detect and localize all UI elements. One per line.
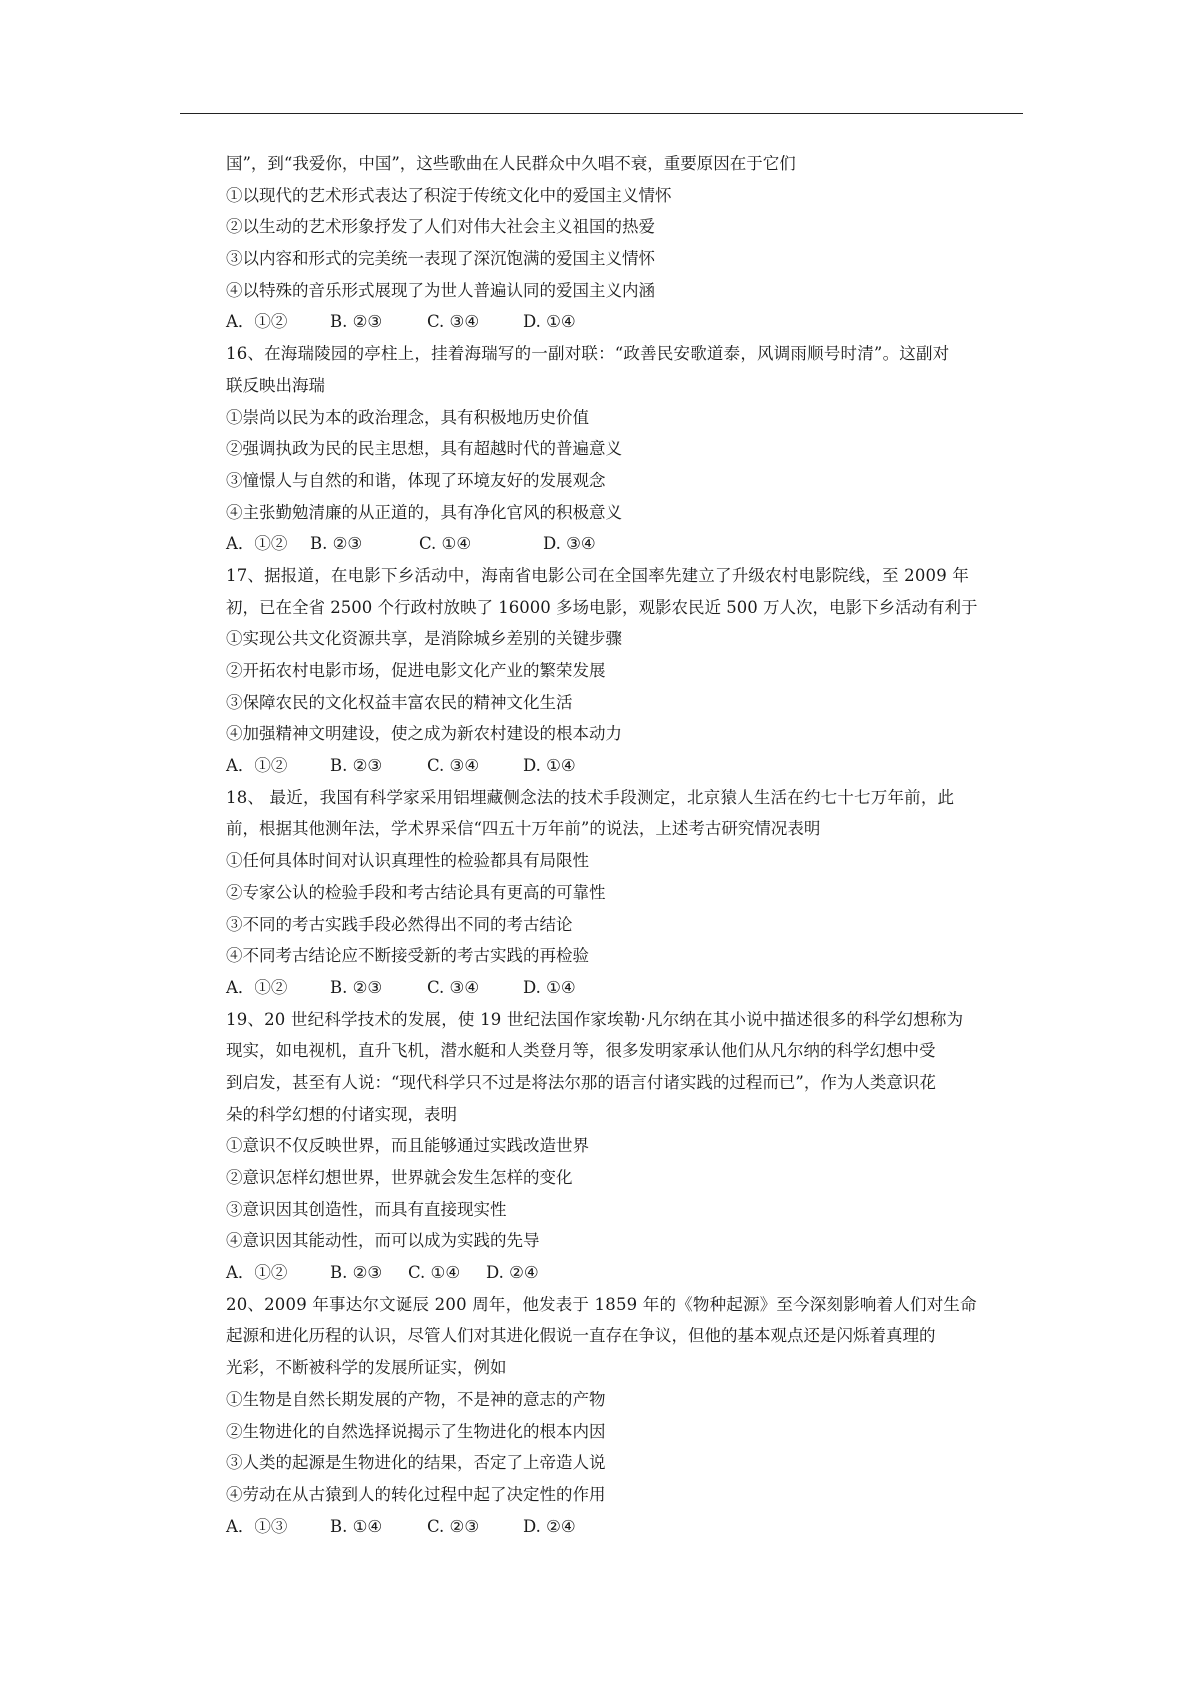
choice-b: B. ②③ [330, 1263, 383, 1283]
option-2: ②专家公认的检验手段和考古结论具有更高的可靠性 [226, 882, 606, 902]
option-1: ①生物是自然长期发展的产物，不是神的意志的产物 [226, 1389, 606, 1409]
answer-choices [226, 306, 1026, 338]
answer-choices [226, 972, 1026, 1004]
option-3: ③意识因其创造性，而具有直接现实性 [226, 1199, 507, 1219]
option-3: ③人类的起源是生物进化的结果，否定了上帝造人说 [226, 1453, 606, 1473]
option-1: ①意识不仅反映世界，而且能够通过实践改造世界 [226, 1136, 589, 1156]
choice-c: C. ③④ [427, 756, 480, 776]
choice-d: D. ①④ [523, 312, 576, 332]
question-text: 16、在海瑞陵园的亭柱上，挂着海瑞写的一副对联：“政善民安歌道泰，风调雨顺号时清”。这副对 [226, 344, 950, 364]
option-4: ④以特殊的音乐形式展现了为世人普遍认同的爱国主义内涵 [226, 280, 655, 300]
answer-choices [226, 528, 1026, 560]
answer-choices [226, 750, 1026, 782]
option-1: ①以现代的艺术形式表达了积淀于传统文化中的爱国主义情怀 [226, 185, 672, 205]
question-text: 前，根据其他测年法，学术界采信“四五十万年前”的说法，上述考古研究情况表明 [226, 819, 821, 839]
question-text: 20、2009 年事达尔文诞辰 200 周年，他发表于 1859 年的《物种起源》至今深刻影响着人们对生命 [226, 1294, 977, 1314]
answer-choices [226, 1257, 1026, 1289]
option-4: ④加强精神文明建设，使之成为新农村建设的根本动力 [226, 724, 622, 744]
option-2: ②强调执政为民的民主思想，具有超越时代的普遍意义 [226, 439, 622, 459]
choice-d: D. ①④ [523, 756, 576, 776]
choice-a: A．①③ [226, 1516, 288, 1536]
question-text: 起源和进化历程的认识，尽管人们对其进化假说一直存在争议，但他的基本观点还是闪烁着真理的 [226, 1326, 936, 1346]
option-4: ④主张勤勉清廉的从正道的，具有净化官风的积极意义 [226, 502, 622, 522]
option-2: ②生物进化的自然选择说揭示了生物进化的根本内因 [226, 1421, 606, 1441]
choice-b: B. ①④ [330, 1516, 383, 1536]
option-4: ④劳动在从古猿到人的转化过程中起了决定性的作用 [226, 1484, 606, 1504]
question-18 [226, 782, 1026, 1004]
choice-d: D. ①④ [523, 977, 576, 997]
choice-d: D. ②④ [486, 1263, 539, 1283]
exam-content [226, 148, 1026, 1542]
question-text: 朵的科学幻想的付诸实现，表明 [226, 1104, 457, 1124]
header-rule [180, 113, 1023, 114]
choice-b: B. ②③ [330, 756, 383, 776]
choice-c: C. ②③ [427, 1516, 480, 1536]
choice-a: A．①② [226, 534, 288, 554]
question-20 [226, 1289, 1026, 1543]
choice-c: C. ③④ [427, 312, 480, 332]
question-text: 初，已在全省 2500 个行政村放映了 16000 多场电影，观影农民近 500 万人次，电影下乡活动有利于 [226, 597, 978, 617]
choice-d: D. ②④ [523, 1516, 576, 1536]
question-text: 17、据报道，在电影下乡活动中，海南省电影公司在全国率先建立了升级农村电影院线，至 2009 年 [226, 565, 970, 585]
question-text: 19、20 世纪科学技术的发展，使 19 世纪法国作家埃勒·凡尔纳在其小说中描述很多的科学幻想称为 [226, 1009, 964, 1029]
question-text: 现实，如电视机，直升飞机，潜水艇和人类登月等，很多发明家承认他们从凡尔纳的科学幻想中受 [226, 1041, 936, 1061]
option-2: ②意识怎样幻想世界，世界就会发生怎样的变化 [226, 1168, 573, 1187]
choice-d: D. ③④ [543, 534, 596, 554]
question-17 [226, 560, 1026, 782]
choice-c: C. ①④ [419, 534, 472, 554]
option-3: ③保障农民的文化权益丰富农民的精神文化生活 [226, 692, 573, 712]
question-text: 联反映出海瑞 [226, 375, 325, 395]
choice-b: B. ②③ [330, 977, 383, 997]
option-1: ①崇尚以民为本的政治理念，具有积极地历史价值 [226, 407, 589, 427]
option-3: ③以内容和形式的完美统一表现了深沉饱满的爱国主义情怀 [226, 249, 655, 269]
choice-a: A．①② [226, 312, 288, 332]
option-2: ②以生动的艺术形象抒发了人们对伟大社会主义祖国的热爱 [226, 217, 655, 237]
option-4: ④意识因其能动性，而可以成为实践的先导 [226, 1231, 540, 1251]
question-19 [226, 1004, 1026, 1289]
question-16 [226, 338, 1026, 560]
question-text: 国”，到“我爱你，中国”，这些歌曲在人民群众中久唱不衰，重要原因在于它们 [226, 154, 796, 173]
option-4: ④不同考古结论应不断接受新的考古实践的再检验 [226, 946, 589, 966]
option-1: ①任何具体时间对认识真理性的检验都具有局限性 [226, 851, 589, 871]
choice-b: B. ②③ [310, 534, 363, 554]
option-2: ②开拓农村电影市场，促进电影文化产业的繁荣发展 [226, 661, 606, 680]
choice-a: A．①② [226, 1263, 288, 1283]
choice-c: C. ①④ [408, 1263, 461, 1283]
question-15-continuation [226, 148, 1026, 338]
answer-choices [226, 1511, 1026, 1543]
option-1: ①实现公共文化资源共享，是消除城乡差别的关键步骤 [226, 629, 622, 649]
choice-b: B. ②③ [330, 312, 383, 332]
question-text: 光彩，不断被科学的发展所证实，例如 [226, 1358, 507, 1378]
option-3: ③不同的考古实践手段必然得出不同的考古结论 [226, 914, 573, 934]
choice-a: A．①② [226, 977, 288, 997]
choice-c: C. ③④ [427, 977, 480, 997]
question-text: 到启发，甚至有人说：“现代科学只不过是将法尔那的语言付诸实践的过程而已”，作为人类意识花 [226, 1072, 936, 1092]
option-3: ③憧憬人与自然的和谐，体现了环境友好的发展观念 [226, 470, 606, 490]
choice-a: A．①② [226, 756, 288, 776]
question-text: 18、 最近，我国有科学家采用铝埋藏侧念法的技术手段测定，北京猿人生活在约七十七万年前，此 [226, 787, 955, 807]
